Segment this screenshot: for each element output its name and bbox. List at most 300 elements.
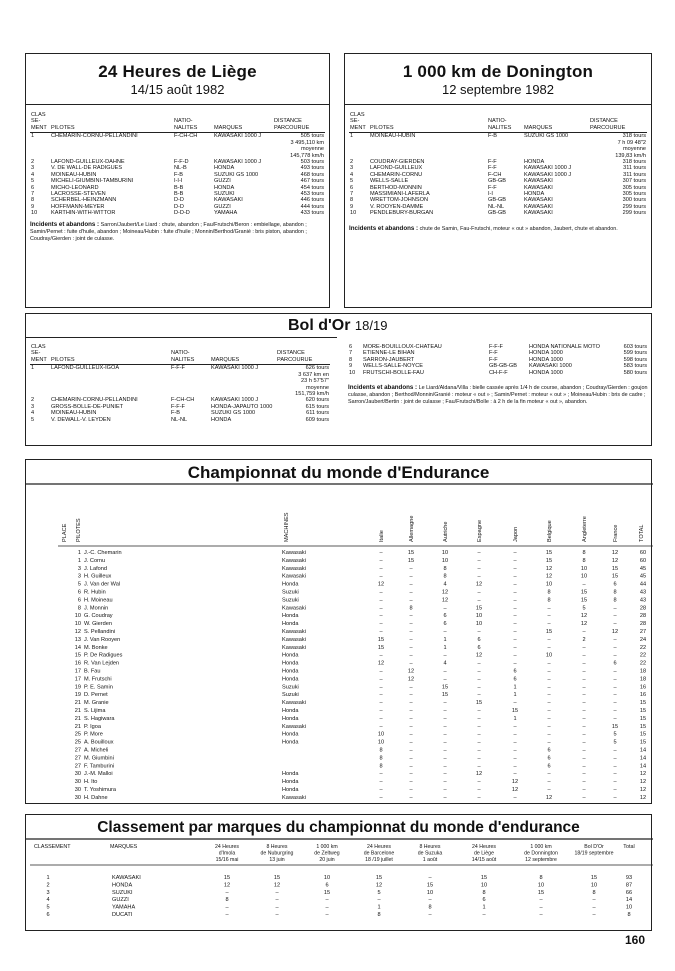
donington-title: 1 000 km de Donington (402, 62, 594, 81)
donington-nat: GB-GB (488, 178, 507, 185)
champ-points: 12 (377, 660, 385, 667)
bol-title-suffix: 18/19 (354, 318, 388, 333)
marques-points: – (428, 912, 432, 918)
donington-nat: F-F (488, 165, 497, 172)
bol-right-pilots: SARRON-JAUBERT (363, 356, 415, 363)
bol-right-nat: F-F (489, 350, 498, 357)
champ-machine: Honda (282, 739, 299, 746)
donington-pos: 7 (350, 191, 354, 198)
marques-h-event-line1: Bol D'Or (584, 844, 604, 850)
champ-machine: Kawasaki (282, 573, 306, 580)
champ-points: 15 (441, 692, 449, 699)
bol-left-dist: 3 637 km en (298, 371, 329, 378)
champ-points: 12 (407, 676, 415, 683)
marques-points: 8 (482, 889, 486, 896)
marques-pos: 6 (46, 912, 50, 918)
champ-points: 15 (611, 723, 619, 730)
champ-place: 1 (77, 557, 81, 564)
bol-right-pilots: FRUTSCHI-BOLLE-FAU (363, 369, 424, 376)
liege-brand: SUZUKI (214, 191, 235, 198)
marques-points: 10 (426, 889, 434, 896)
champ-total: 43 (639, 589, 647, 596)
donington-h-clas: CLAS SE- MENT (349, 112, 369, 133)
champ-total: 15 (639, 739, 647, 746)
donington-incidents (349, 225, 647, 233)
champ-points: – (547, 644, 551, 651)
bol-left-pos: 5 (31, 416, 35, 423)
marques-h-event-line3: 12 septembre (525, 857, 557, 863)
donington-brand: KAWASAKI (524, 184, 553, 191)
champ-points: – (379, 629, 383, 635)
champ-points: – (613, 676, 617, 683)
champ-machine: Kawasaki (282, 636, 306, 643)
champ-points: 6 (513, 668, 517, 675)
champ-points: – (613, 621, 617, 628)
champ-points: – (477, 755, 481, 762)
champ-points: 15 (545, 557, 553, 564)
bol-left-brand: HONDA-JAPAUTO 1000 (211, 403, 273, 410)
marques-h-event-line1: 24 Heures (472, 844, 496, 850)
bol-left-dist: 626 tours (305, 365, 329, 372)
champ-machine: Honda (282, 613, 299, 620)
champ-pilot: P. More (84, 731, 103, 738)
bol-left-dist: 609 tours (305, 416, 329, 423)
champ-h-place: PLACE (62, 523, 68, 542)
champ-points: – (513, 589, 517, 596)
champ-points: – (513, 565, 517, 572)
marques-h-event-line3: 20 juin (319, 857, 335, 863)
champ-place: 15 (74, 652, 81, 659)
champ-h-country: Belgique (547, 520, 553, 542)
champ-points: – (409, 629, 413, 635)
champ-pilot: F. Tamburini (84, 763, 115, 770)
donington-h-dist: DISTANCE PARCOURUE (589, 112, 647, 133)
champ-pilot: S. Lijima (84, 708, 106, 714)
champ-points: – (613, 644, 617, 651)
bol-right-nat: F-F-F (489, 344, 503, 350)
donington-pilots: WRETTOM-JOHNSON (370, 197, 429, 204)
champ-points: 12 (475, 652, 483, 659)
champ-points: – (379, 557, 383, 564)
liege-incidents (30, 221, 325, 243)
marques-points: 6 (325, 882, 329, 889)
liege-pos: 1 (31, 133, 35, 140)
champ-total: 22 (639, 660, 647, 667)
champ-points: – (409, 597, 413, 604)
champ-points: 15 (580, 597, 588, 604)
champ-points: – (582, 779, 586, 786)
marques-pos: 5 (46, 904, 50, 911)
donington-dist: 307 tours (622, 178, 646, 185)
donington-pilots: PENDLEBURY-BURGAN (370, 210, 434, 217)
bol-left-dist: 615 tours (305, 403, 329, 410)
champ-points: – (582, 731, 586, 738)
champ-points: – (613, 708, 617, 714)
bol-right-pos: 8 (349, 356, 353, 363)
bol-title-wrap (288, 317, 387, 335)
champ-place: 25 (74, 739, 81, 746)
marques-total: 10 (625, 904, 633, 911)
bol-h-dist: DISTANCE PARCOURUE (276, 344, 330, 365)
champ-machine: Honda (282, 668, 299, 675)
champ-h-country: Allemagne (409, 515, 415, 542)
champ-points: – (477, 676, 481, 683)
champ-total: 43 (639, 597, 647, 604)
champ-points: – (582, 684, 586, 691)
champ-points: 8 (547, 589, 551, 596)
champ-points: – (409, 747, 413, 754)
champ-points: – (513, 605, 517, 612)
champ-points: 15 (611, 573, 619, 580)
champ-points: 15 (407, 557, 415, 564)
bol-right-nat: F-F (489, 356, 498, 363)
champ-pilot: H. Moineau (84, 597, 113, 604)
donington-nat: F-B (488, 133, 498, 140)
champ-machine: Kawasaki (282, 605, 306, 612)
champ-machine: Honda (282, 652, 299, 659)
champ-points: – (379, 771, 383, 778)
bol-right-dist: 598 tours (623, 356, 647, 363)
bol-left-brand: KAWASAKI 1000 J (211, 397, 259, 404)
champ-total: 16 (639, 692, 647, 699)
bol-right-dist: 599 tours (623, 350, 647, 357)
bol-h-clas: CLAS SE- MENT (30, 344, 50, 365)
champ-points: – (582, 715, 586, 722)
champ-pilot: G. Coudray (84, 613, 113, 620)
bol-incidents-text: Le Liard/Aldana/Villa : bielle cassée après 1/4 h de course, abandon ; Coudray/Gierden : goujon culasse, abandon ; Berthod/Monnin/Granié : moteur « out » ; Samin/Pernet : moteur « out » ; Moineau/Hubin : bris de cadre ; Sarron/Jaubert/Bertin : joint de culasse ; Fau/Frutschi/Bolle : à 2 h de la fin moteur « out », abandon. (348, 385, 648, 406)
champ-pilot: A. Micheli (84, 747, 109, 754)
champ-machine: Kawasaki (282, 629, 306, 635)
champ-points: – (513, 660, 517, 667)
champ-points: – (379, 573, 383, 580)
liege-h-dist: DISTANCE PARCOURUE (273, 112, 325, 133)
champ-place: 27 (74, 763, 81, 770)
champ-points: – (477, 708, 481, 714)
bol-left-nat: F-F-F (171, 365, 185, 372)
marques-points: 8 (592, 889, 596, 896)
champ-points: 10 (580, 573, 588, 580)
champ-total: 14 (639, 763, 647, 770)
champ-place: 17 (74, 676, 81, 683)
champ-machine: Kawasaki (282, 700, 306, 707)
marques-points: – (275, 912, 279, 918)
bol-right-pilots: MORE-BOUILLOUX-CHATEAU (363, 344, 442, 350)
marques-h-event-line1: 1 000 km (316, 844, 338, 850)
marques-points: – (592, 897, 596, 904)
champ-points: 6 (443, 613, 447, 620)
champ-points: – (582, 660, 586, 667)
donington-pilots: V. ROOYEN-DAMME (370, 203, 424, 210)
champ-total: 12 (639, 787, 647, 793)
donington-pos: 4 (350, 171, 354, 178)
liege-pilots: LAFOND-GUILLEUX-DAHNE (51, 158, 125, 165)
champ-h-country: Japon (513, 526, 519, 542)
champ-points: 15 (377, 636, 385, 643)
marques-points: – (325, 912, 329, 918)
champ-h-pilotes: PILOTES (76, 518, 82, 542)
champ-points: – (477, 597, 481, 604)
champ-total: 12 (639, 771, 647, 778)
liege-dist: 446 tours (300, 197, 324, 204)
liege-dist: 468 tours (300, 171, 324, 178)
champ-points: 8 (443, 565, 447, 572)
champ-points: – (409, 700, 413, 707)
donington-nat: GB-GB (488, 210, 507, 217)
champ-points: 10 (475, 613, 483, 620)
champ-points: 6 (513, 676, 517, 683)
donington-brand: KAWASAKI (524, 210, 553, 217)
champ-points: – (582, 794, 586, 801)
marques-h-event-line3: 14/15 août (471, 857, 497, 863)
champ-points: 8 (409, 605, 413, 612)
champ-pilot: J.-M. Malloi (84, 771, 113, 778)
bol-right-brand: HONDA NATIONALE MOTO (529, 344, 600, 350)
champ-points: 12 (545, 794, 553, 801)
champ-points: – (547, 715, 551, 722)
champ-total: 18 (639, 676, 647, 683)
champ-points: – (409, 723, 413, 730)
marques-total: 93 (625, 875, 633, 881)
champ-total: 15 (639, 723, 647, 730)
liege-incidents-text: Sarron/Jaubert/Le Liard : chute, abandon ; Fau/Frutschi/Beron : embiellage, abandon ; Samin/Pernet : fuite d'huile, abandon ; Moineau/Hubin : fuite d'huile ; Monnin/Berthod/Granié : bris piston, abandon ; Coudray/Gierden : joint de culasse. (30, 221, 307, 242)
champ-points: 15 (580, 589, 588, 596)
champ-place: 1 (77, 550, 81, 556)
champ-points: – (513, 731, 517, 738)
champ-points: – (477, 692, 481, 699)
champ-place: 19 (74, 692, 81, 699)
champ-place: 21 (74, 708, 81, 714)
champ-place: 30 (74, 794, 81, 801)
champ-total: 28 (639, 621, 647, 628)
bol-left-brand: HONDA (211, 416, 232, 423)
marques-total: 87 (625, 882, 633, 889)
marques-points: – (325, 897, 329, 904)
marques-points: 15 (375, 875, 383, 881)
marques-h-classement: CLASSEMENT (34, 844, 71, 850)
champ-points: – (443, 605, 447, 612)
bol-left-pos: 1 (31, 365, 35, 372)
champ-place: 21 (74, 715, 81, 722)
bol-left-row (30, 417, 330, 423)
donington-pilots: MASSIMIANI-LAFERLA (370, 191, 430, 198)
champ-points: 12 (611, 557, 619, 564)
champ-total: 45 (639, 573, 647, 580)
champ-points: – (513, 763, 517, 770)
marques-points: – (275, 904, 279, 911)
liege-nat: D-D-D (174, 210, 190, 217)
champ-h-country: Espagne (477, 519, 483, 542)
champ-points: – (513, 550, 517, 556)
champ-points: – (547, 660, 551, 667)
champ-points: – (477, 763, 481, 770)
champ-points: – (613, 715, 617, 722)
champ-points: – (547, 723, 551, 730)
champ-pilot: M. Giumbini (84, 755, 114, 762)
bol-left-brand: SUZUKI GS 1000 (211, 410, 256, 417)
champ-points: – (582, 708, 586, 714)
bol-h-nat: NATIO- NALITES (170, 344, 210, 365)
bol-right-pos: 6 (349, 344, 353, 350)
bol-right-brand: HONDA 1000 (529, 369, 563, 376)
champ-points: 15 (475, 700, 483, 707)
champ-pilot: R. Van Lejden (84, 660, 120, 667)
liege-brand: SUZUKI GS 1000 (214, 171, 259, 178)
champ-total: 12 (639, 794, 647, 801)
champ-points: 6 (547, 755, 551, 762)
champ-machine: Suzuki (282, 684, 299, 691)
champ-points: – (443, 676, 447, 683)
liege-nat: D-D (174, 197, 184, 204)
champ-total: 22 (639, 652, 647, 659)
champ-points: – (477, 731, 481, 738)
champ-points: – (613, 747, 617, 754)
champ-points: 1 (443, 636, 447, 643)
champ-total: 60 (639, 557, 647, 564)
champ-place: 27 (74, 755, 81, 762)
champ-pilot: J. Monnin (84, 605, 109, 612)
champ-points: – (477, 794, 481, 801)
champ-total: 14 (639, 755, 647, 762)
champ-points: – (613, 794, 617, 801)
marques-h-event-line1: 8 Heures (266, 844, 288, 850)
champ-place: 10 (74, 613, 81, 620)
champ-points: – (477, 573, 481, 580)
marques-points: – (428, 875, 432, 881)
marques-points: – (592, 912, 596, 918)
marques-points: – (275, 897, 279, 904)
champ-points: – (582, 700, 586, 707)
bol-left-dist: moyenne (305, 384, 329, 391)
liege-pilots: MOINEAU-HUBIN (51, 171, 97, 178)
champ-points: – (409, 715, 413, 722)
bol-right-pos: 7 (349, 350, 353, 357)
champ-place: 12 (74, 629, 81, 635)
marques-points: 10 (480, 882, 488, 889)
marques-brand: DUCATI (112, 912, 133, 918)
liege-dist: 467 tours (300, 178, 324, 185)
champ-machine: Honda (282, 731, 299, 738)
champ-total: 15 (639, 715, 647, 722)
liege-dist: 453 tours (300, 191, 324, 198)
donington-pos: 8 (350, 197, 354, 204)
champ-table (26, 460, 653, 805)
champ-place: 6 (77, 589, 81, 596)
champ-pilot: P. Igoa (84, 723, 102, 730)
champ-total: 28 (639, 605, 647, 612)
champ-points: – (613, 605, 617, 612)
champ-place: 30 (74, 771, 81, 778)
champ-points: – (379, 652, 383, 659)
marques-h-event-line1: 1 000 km (530, 844, 552, 850)
donington-brand: HONDA (524, 191, 545, 198)
champ-points: – (379, 700, 383, 707)
page-number: 160 (624, 933, 645, 947)
champ-points: – (513, 636, 517, 643)
champ-points: – (513, 700, 517, 707)
champ-points: – (443, 787, 447, 793)
champ-points: – (513, 581, 517, 588)
champ-pilot: W. Gierden (84, 621, 112, 628)
marques-points: 15 (537, 889, 545, 896)
marques-points: 10 (537, 882, 545, 889)
marques-total: 66 (625, 889, 633, 896)
champ-points: 15 (475, 605, 483, 612)
liege-incidents-label: Incidents et abandons : (30, 220, 100, 228)
donington-brand: HONDA (524, 158, 545, 165)
bol-left-nat: F-F-F (171, 403, 185, 410)
champ-points: – (547, 700, 551, 707)
bol-left-pilots: GROSS-BOLLE-DE-PUNIET (51, 403, 124, 410)
bol-title-rule (26, 337, 337, 338)
marques-points: – (377, 897, 381, 904)
champ-points: 8 (443, 573, 447, 580)
champ-total: 28 (639, 613, 647, 620)
champ-place: 3 (77, 565, 81, 572)
champ-points: – (477, 589, 481, 596)
champ-points: 12 (545, 573, 553, 580)
liege-h-clas: CLAS SE- MENT (30, 112, 50, 133)
champ-points: 8 (379, 755, 383, 762)
champ-points: – (582, 676, 586, 683)
champ-points: – (477, 684, 481, 691)
marques-total: 8 (627, 912, 631, 918)
donington-nat: NL-NL (488, 203, 505, 210)
champ-title: Championnat du monde d'Endurance (187, 463, 490, 482)
champ-machine: Kawasaki (282, 557, 306, 564)
bol-box (25, 313, 652, 446)
champ-points: – (547, 771, 551, 778)
champ-points: 8 (379, 763, 383, 770)
champ-points: – (477, 723, 481, 730)
donington-dist: 7 h 09 48"2 (617, 139, 646, 146)
donington-dist: 299 tours (622, 210, 646, 217)
donington-brand: SUZUKI GS 1000 (524, 133, 569, 140)
liege-nat: B-B (174, 184, 184, 191)
donington-pilots: COUDRAY-GIERDEN (370, 158, 425, 165)
champ-points: – (379, 613, 383, 620)
champ-points: 15 (545, 629, 553, 635)
donington-nat: F-F (488, 158, 497, 165)
champ-points: – (513, 613, 517, 620)
champ-points: 10 (580, 565, 588, 572)
champ-h-country: Autriche (443, 521, 449, 542)
donington-pos: 2 (350, 158, 354, 165)
liege-pos: 6 (31, 184, 35, 191)
donington-pilots: MOINEAU-HUBIN (370, 133, 416, 140)
champ-points: – (443, 794, 447, 801)
liege-brand: GUZZI (214, 178, 231, 185)
champ-points: – (613, 684, 617, 691)
champ-points: 4 (443, 581, 447, 588)
champ-points: 6 (547, 763, 551, 770)
champ-points: – (379, 621, 383, 628)
liege-pilots: HOFFMANN-MEYER (51, 203, 105, 210)
bol-right-nat: CH-F-F (489, 369, 508, 376)
champ-points: – (443, 731, 447, 738)
champ-pilot: J. Van Rooyen (84, 636, 121, 643)
donington-pos: 3 (350, 165, 354, 172)
champ-pilot: B. Fau (84, 668, 101, 675)
bol-left-dist: 620 tours (305, 397, 329, 404)
champ-points: 6 (443, 621, 447, 628)
champ-machine: Kawasaki (282, 550, 306, 556)
champ-points: – (547, 605, 551, 612)
champ-points: – (409, 708, 413, 714)
liege-nat: F-F-D (174, 158, 189, 165)
liege-pos: 10 (31, 210, 38, 217)
champ-machine: Kawasaki (282, 644, 306, 651)
donington-nat: I-I (488, 191, 493, 198)
